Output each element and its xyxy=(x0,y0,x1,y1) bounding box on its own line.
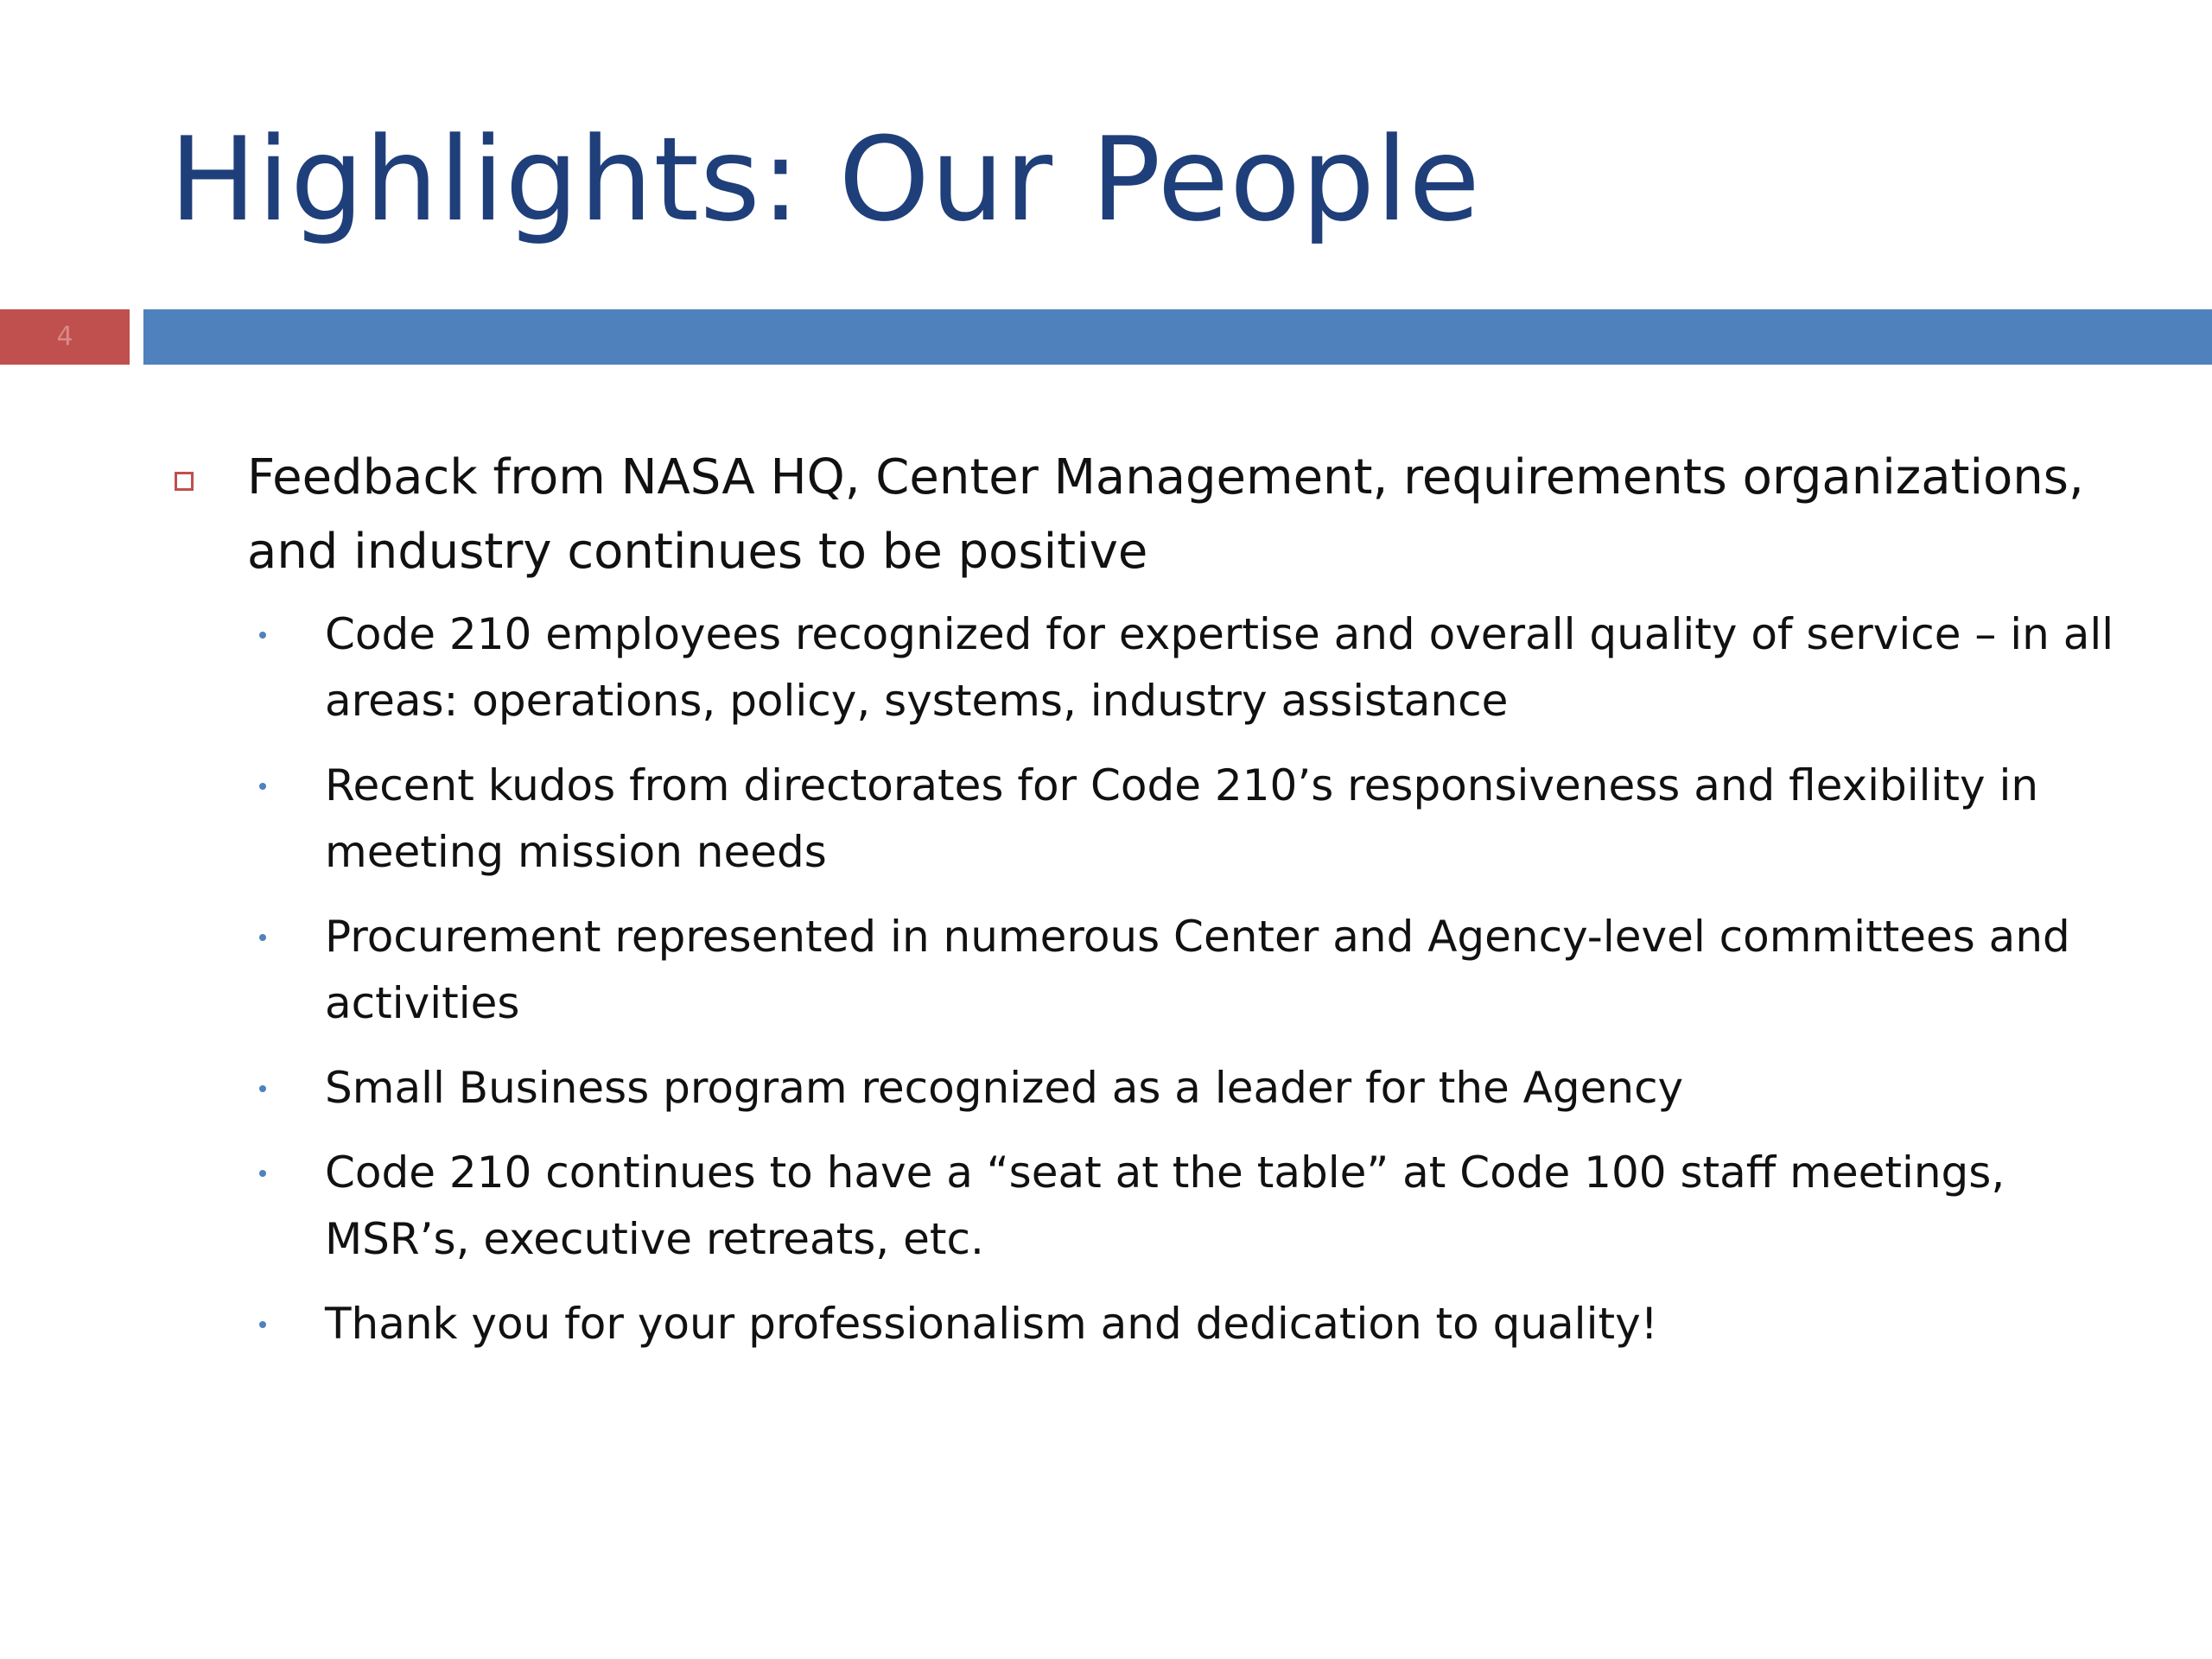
sub-bullet-item xyxy=(169,601,2122,734)
sub-bullet-text: Code 210 continues to have a “seat at the table” at Code 100 staff meetings, MSR’s, executive retreats, etc. xyxy=(325,1147,2005,1264)
dot-bullet-icon xyxy=(259,1321,266,1328)
sub-bullet-item xyxy=(169,904,2122,1037)
sub-bullet-item xyxy=(169,1055,2122,1122)
sub-bullet-text: Procurement represented in numerous Center and Agency-level committees and activities xyxy=(325,912,2070,1028)
dot-bullet-icon xyxy=(259,632,266,639)
dot-bullet-icon xyxy=(259,934,266,941)
sub-bullet-text: Recent kudos from directorates for Code 210’s responsiveness and flexibility in meeting mission needs xyxy=(325,760,2039,877)
slide-number: 4 xyxy=(0,309,130,365)
dot-bullet-icon xyxy=(259,1170,266,1177)
dot-bullet-icon xyxy=(259,783,266,790)
square-bullet-icon xyxy=(175,472,194,491)
sub-bullet-text: Code 210 employees recognized for expertise and overall quality of service – in all areas: operations, policy, systems, industry assistance xyxy=(325,609,2114,726)
title-accent-bar xyxy=(143,309,2212,365)
sub-bullet-text: Small Business program recognized as a leader for the Agency xyxy=(325,1063,1684,1113)
sub-bullet-item xyxy=(169,1140,2122,1273)
dot-bullet-icon xyxy=(259,1085,266,1092)
sub-bullet-item xyxy=(169,753,2122,886)
slide-title: Highlights: Our People xyxy=(169,112,1481,247)
slide-content xyxy=(169,441,2122,1376)
sub-bullet-item xyxy=(169,1291,2122,1357)
sub-bullet-list xyxy=(169,601,2122,1357)
sub-bullet-text: Thank you for your professionalism and dedication to quality! xyxy=(325,1299,1658,1349)
main-bullet-text: Feedback from NASA HQ, Center Management, requirements organizations, and industry continues to be positive xyxy=(247,449,2084,580)
main-bullet-item xyxy=(169,441,2122,589)
